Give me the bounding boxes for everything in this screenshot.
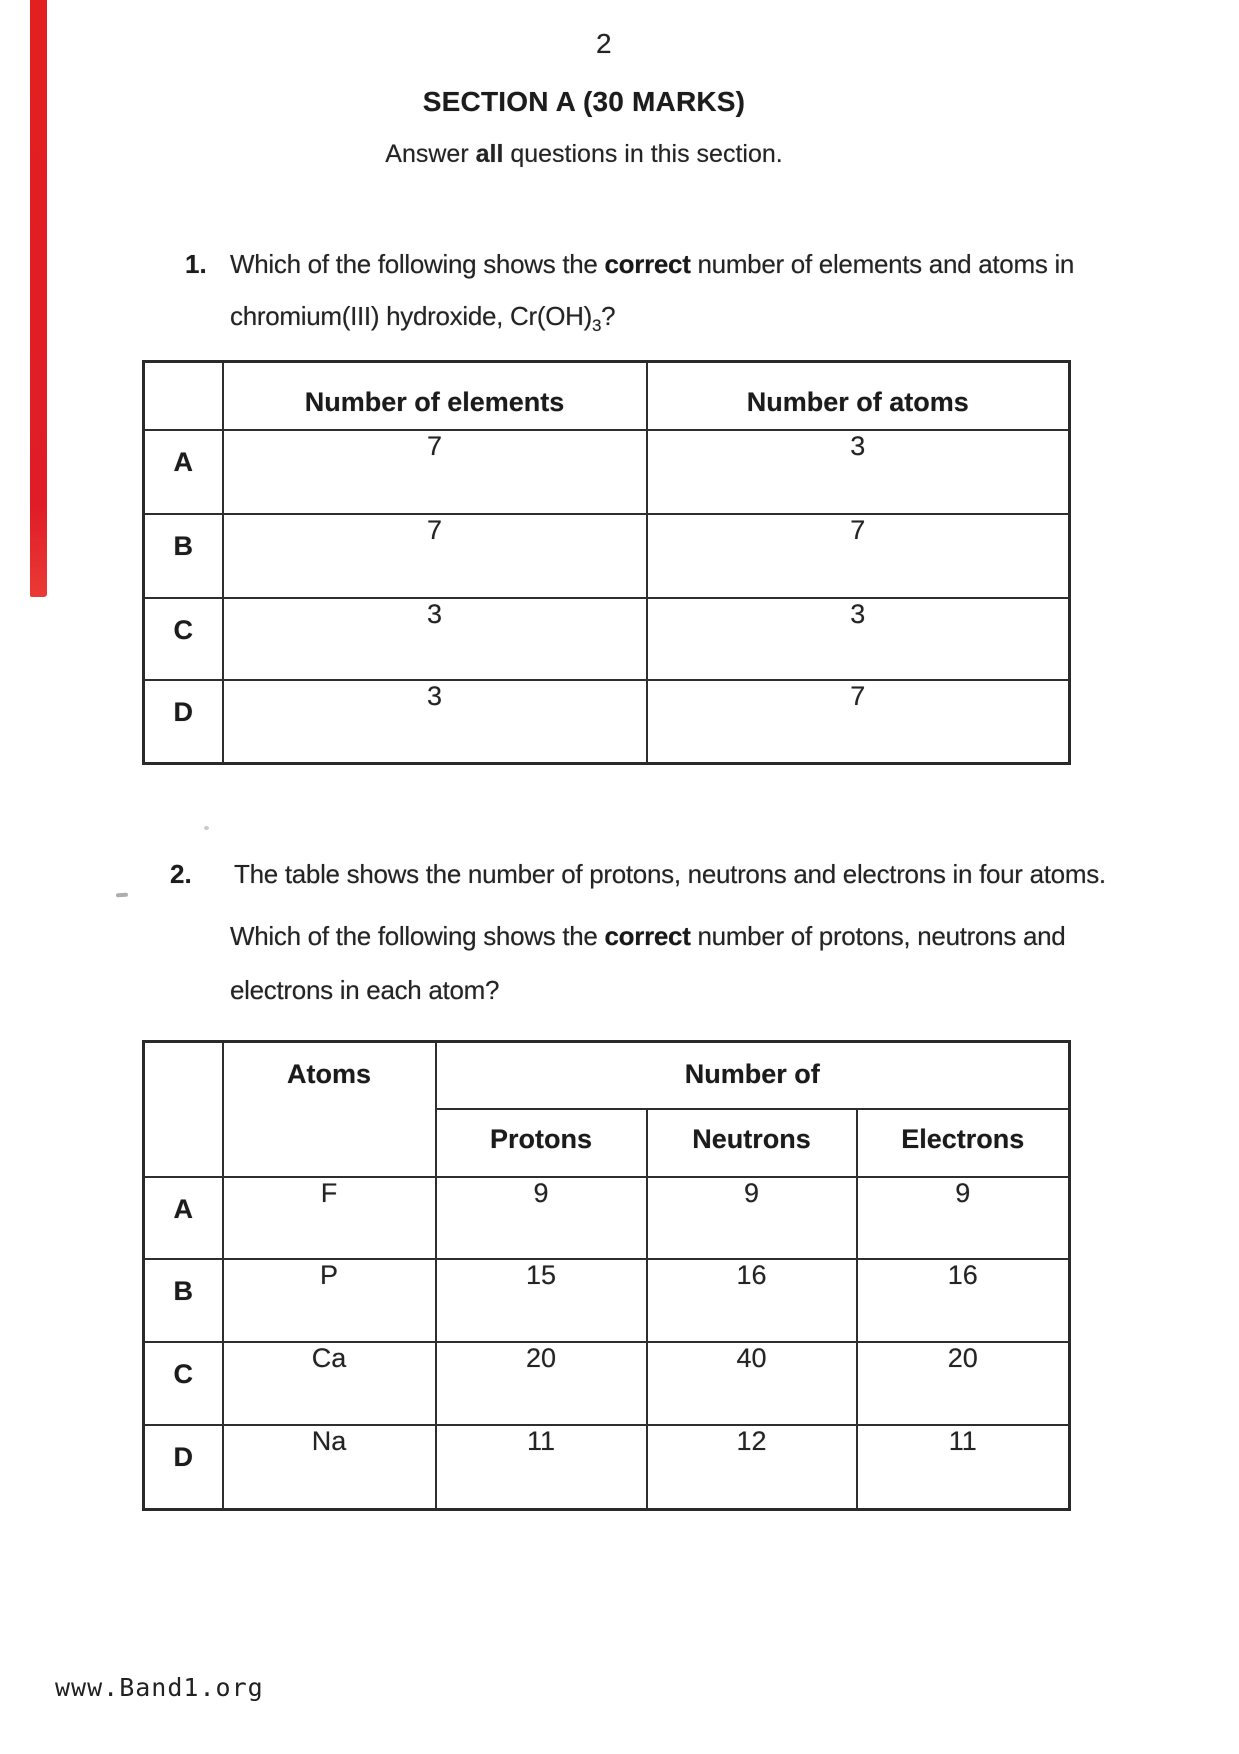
question1-line1	[230, 250, 1074, 280]
protons-value: 20	[436, 1342, 647, 1425]
protons-value: 15	[436, 1259, 647, 1342]
q1-line1-pre: Which of the following shows the	[230, 249, 605, 279]
electrons-value: 11	[857, 1425, 1070, 1510]
electrons-value: 16	[857, 1259, 1070, 1342]
q2-line2-post: number of protons, neutrons and	[690, 921, 1066, 951]
q2-header-neutrons: Neutrons	[647, 1109, 857, 1177]
q2-header-electrons: Electrons	[857, 1109, 1070, 1177]
q1-header-atoms: Number of atoms	[647, 362, 1070, 430]
atoms-value: 7	[647, 514, 1070, 598]
option-label: A	[144, 430, 223, 514]
neutrons-value: 9	[647, 1177, 857, 1259]
table-row	[144, 1177, 1070, 1259]
q2-line2-bold: correct	[604, 921, 691, 951]
atom-symbol: Na	[223, 1425, 436, 1510]
option-label: B	[144, 514, 223, 598]
table-row	[144, 1425, 1070, 1510]
instruction-text-pre: Answer	[385, 140, 476, 168]
q1-formula-subscript: 3	[591, 316, 602, 336]
q2-corner-cell	[144, 1042, 223, 1177]
question1-number: 1.	[185, 249, 207, 279]
option-label: C	[144, 1342, 223, 1425]
scan-speck	[204, 826, 209, 830]
page-number: 2	[596, 28, 612, 59]
q2-header-atoms: Atoms	[223, 1042, 436, 1177]
protons-value: 11	[436, 1425, 647, 1510]
q2-line2-pre: Which of the following shows the	[230, 921, 605, 951]
q2-table-header-row1	[144, 1042, 1070, 1109]
elements-value: 3	[223, 680, 647, 764]
table-row	[144, 430, 1070, 514]
electrons-value: 9	[857, 1177, 1070, 1259]
question1-line2	[230, 302, 615, 336]
option-label: D	[144, 1425, 223, 1510]
q2-header-protons: Protons	[436, 1109, 647, 1177]
atoms-value: 7	[647, 680, 1070, 764]
question2-number: 2.	[170, 859, 192, 889]
atom-symbol: P	[223, 1259, 436, 1342]
q2-header-number-of: Number of	[436, 1042, 1070, 1109]
instruction-text-bold: all	[475, 140, 504, 168]
elements-value: 7	[223, 430, 647, 514]
elements-value: 3	[223, 598, 647, 680]
q1-answer-table	[142, 360, 1071, 765]
atoms-value: 3	[647, 430, 1070, 514]
section-title: SECTION A (30 MARKS)	[422, 86, 746, 117]
watermark-url: www.Band1.org	[55, 1673, 264, 1702]
option-label: B	[144, 1259, 223, 1342]
table-row	[144, 598, 1070, 680]
atom-symbol: F	[223, 1177, 436, 1259]
protons-value: 9	[436, 1177, 647, 1259]
table-row	[144, 1342, 1070, 1425]
q1-line2-post: ?	[601, 301, 616, 331]
option-label: C	[144, 598, 223, 680]
option-label: D	[144, 680, 223, 764]
option-label: A	[144, 1177, 223, 1259]
table-row	[144, 1259, 1070, 1342]
q1-line1-bold: correct	[604, 249, 691, 279]
section-instruction	[0, 140, 1168, 169]
neutrons-value: 40	[647, 1342, 857, 1425]
q2-answer-table	[142, 1040, 1071, 1511]
scan-dash-mark	[116, 893, 128, 898]
atom-symbol: Ca	[223, 1342, 436, 1425]
instruction-text-post: questions in this section.	[503, 140, 783, 168]
atoms-value: 3	[647, 598, 1070, 680]
q1-header-elements: Number of elements	[223, 362, 647, 430]
question2-line2	[230, 922, 1065, 952]
elements-value: 7	[223, 514, 647, 598]
q1-line1-post: number of elements and atoms in	[690, 249, 1075, 279]
q1-line2-formula: chromium(III) hydroxide, Cr(OH)	[230, 301, 592, 331]
neutrons-value: 12	[647, 1425, 857, 1510]
question2-line1: The table shows the number of protons, neutrons and electrons in four atoms.	[234, 859, 1106, 889]
electrons-value: 20	[857, 1342, 1070, 1425]
question2-line3: electrons in each atom?	[230, 975, 500, 1005]
q1-table-header-row	[144, 362, 1070, 430]
q1-corner-cell	[144, 362, 223, 430]
table-row	[144, 514, 1070, 598]
neutrons-value: 16	[647, 1259, 857, 1342]
table-row	[144, 680, 1070, 764]
